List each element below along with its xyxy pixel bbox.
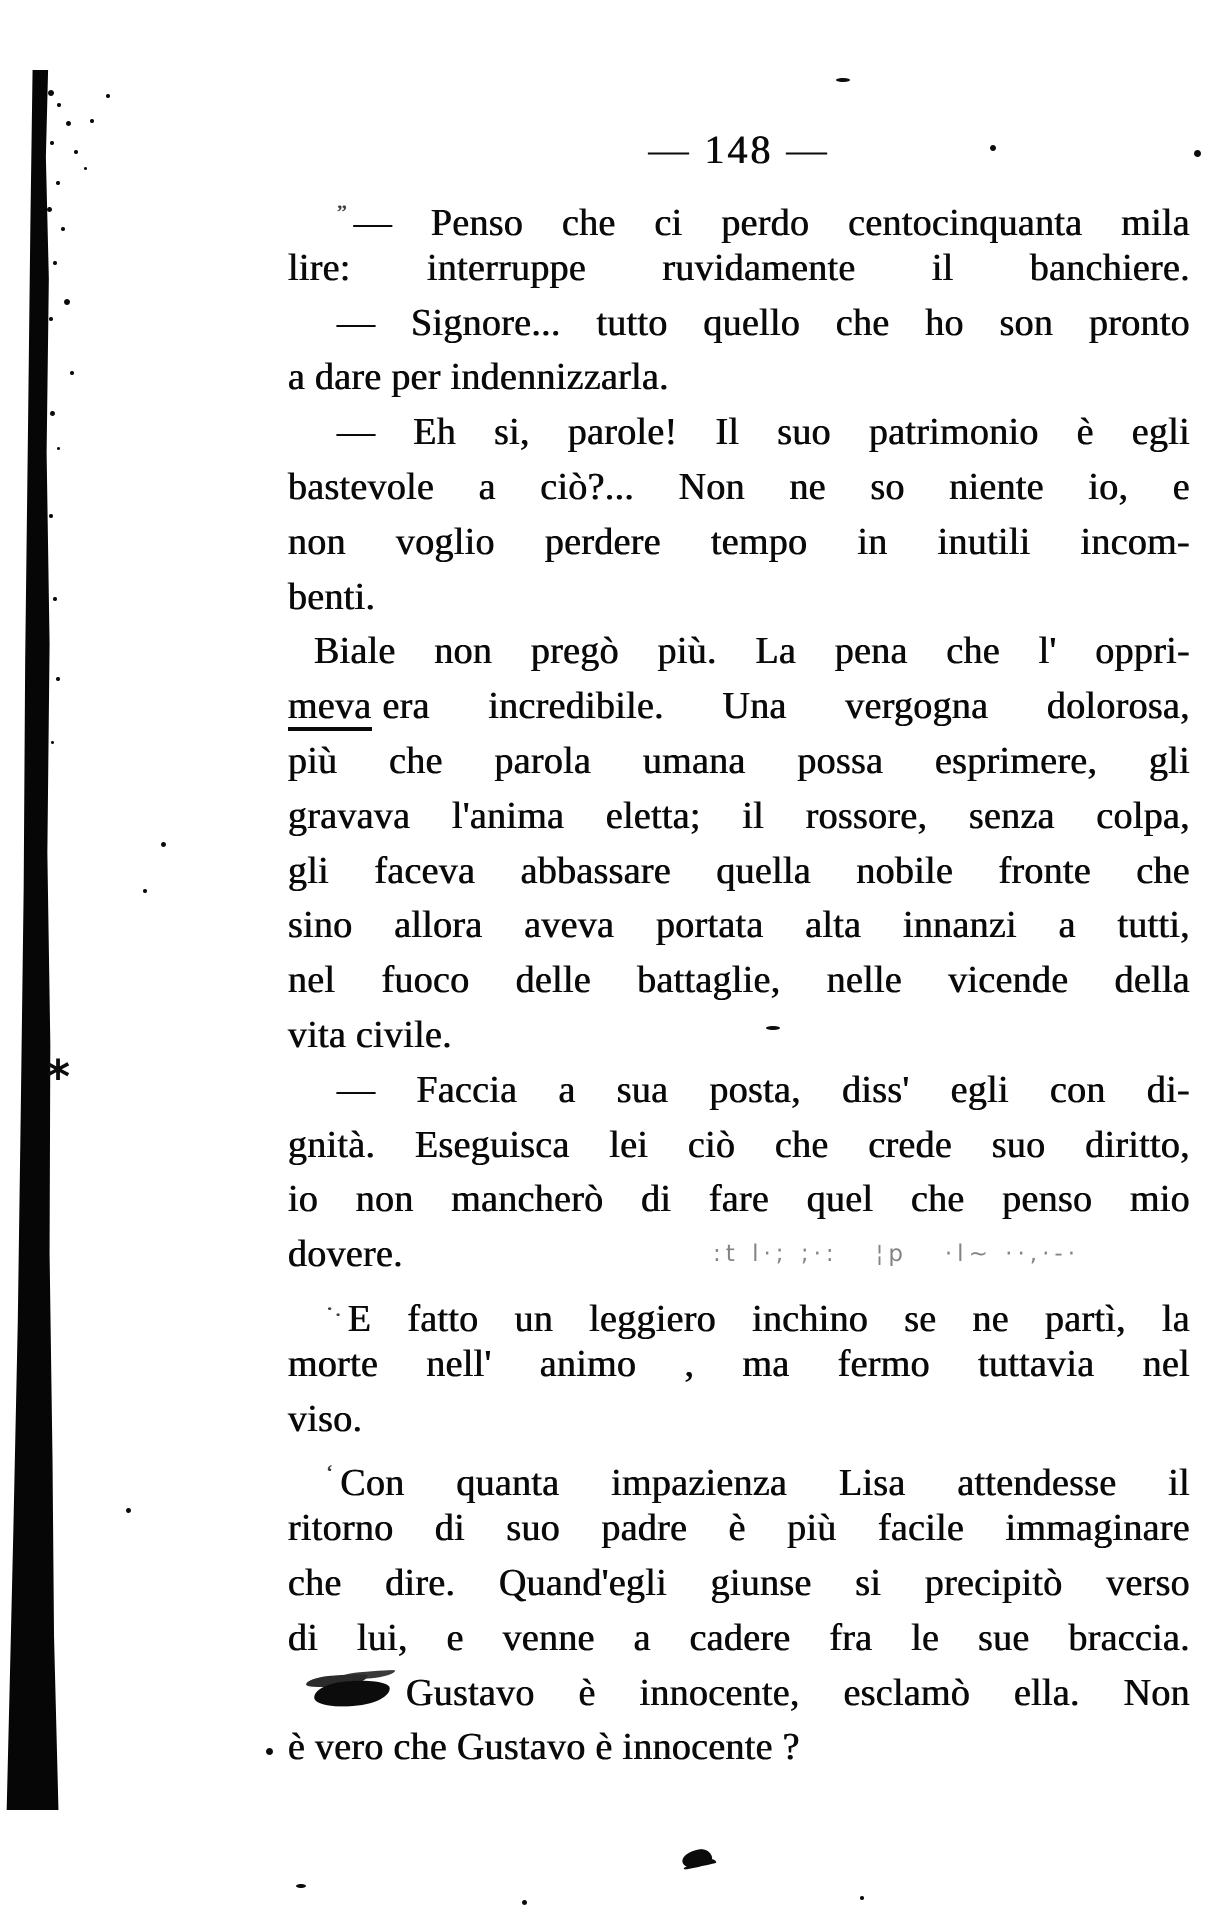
text-line: io non mancherò di fare quel che penso mio [288,1178,1190,1221]
faint-print-smudge: :t l·; ;·: ¦p ·l~ ··,·-· [713,1241,1081,1268]
text-line: gnità. Eseguisca lei ciò che crede suo diritto, [288,1123,1190,1166]
ink-speck [70,371,74,375]
ink-speck [836,78,850,82]
text-line: che dire. Quand'egli giunse si precipitò verso [288,1561,1190,1604]
underlined-word: meva [288,685,372,731]
ink-blot-dash [313,1677,391,1709]
text-line: ‘ Con quanta impazienza Lisa attendesse il [326,1460,1190,1505]
text-line: meva era incredibile. Una vergogna dolorosa, [288,679,1190,734]
ink-speck [49,514,53,518]
ink-mark: ” [337,200,349,225]
text-line: bastevole a ciò?... Non ne so niente io, e [288,465,1190,508]
text-line: dovere. :t l·; ;·: ¦p ·l~ ··,·-· [288,1227,1190,1282]
text-line: benti. [288,575,376,618]
ink-blot [681,1847,714,1870]
text-line: più che parola umana possa esprimere, gli [288,739,1190,782]
text-line: non voglio perdere tempo in inutili incom- [288,520,1190,563]
text-line: di lui, e venne a cadere fra le sue braccia. [288,1616,1190,1659]
ink-speck [61,227,65,231]
text-line: — Eh si, parole! Il suo patrimonio è egli [337,411,1190,454]
text-line: Biale non pregò più. La pena che l' oppri- [314,630,1190,673]
text-line: nel fuoco delle battaglie, nelle vicende della [288,959,1190,1002]
body-text [288,186,1190,1775]
ink-speck [53,261,57,265]
text-line: lire: interruppe ruvidamente il banchiere. [288,246,1190,289]
margin-asterisk-mark: * [46,1050,71,1104]
text-line: a dare per indennizzarla. [288,356,669,399]
ink-speck [522,1900,527,1905]
text-line: sino allora aveva portata alta innanzi a tutti, [288,904,1190,947]
ink-speck [53,597,57,601]
page-number: — 148 — [648,127,830,172]
ink-speck [860,1896,864,1900]
text-line: ” — Penso che ci perdo centocinquanta mila [337,200,1190,244]
ink-speck [90,119,94,123]
ink-speck [143,889,147,893]
ink-speck [57,447,60,450]
ink-mark: ‘ [326,1460,336,1486]
text-line: ·. E fatto un leggiero inchino se ne partì, la [326,1295,1190,1340]
text-line: gravava l'anima eletta; il rossore, senza colpa, [288,794,1190,837]
text-line: vita civile. [288,1013,452,1056]
ink-speck [50,141,54,145]
ink-speck [51,741,54,744]
ink-speck [84,167,87,170]
ink-mark: ·. [326,1295,343,1321]
ink-speck [266,1748,273,1755]
text-line: — Signore... tutto quello che ho son pronto [337,301,1190,344]
text-line: — Faccia a sua posta, diss' egli con di- [337,1068,1190,1111]
text-line: è vero che Gustavo è innocente ? [288,1726,800,1769]
binding-edge-shadow [0,70,74,1810]
ink-speck [56,677,60,681]
ink-speck [74,150,78,154]
ink-speck [64,299,70,305]
ink-speck [161,842,166,847]
text-line: morte nell' animo , ma fermo tuttavia nel [288,1342,1190,1385]
ink-speck [1194,150,1201,157]
ink-speck [106,94,110,98]
ink-speck [47,207,52,212]
ink-speck [49,317,53,321]
ink-speck [57,103,61,107]
text-line: Gustavo è innocente, esclamò ella. Non [288,1666,1190,1721]
ink-speck [296,1884,306,1888]
ink-speck [50,411,55,416]
ink-speck [48,90,54,96]
ink-speck [66,121,71,126]
ink-speck [126,1508,131,1513]
text-line: viso. [288,1397,363,1440]
ink-speck [56,181,60,185]
text-line: gli faceva abbassare quella nobile fronte che [288,849,1190,892]
text-line: ritorno di suo padre è più facile immaginare [288,1507,1190,1550]
